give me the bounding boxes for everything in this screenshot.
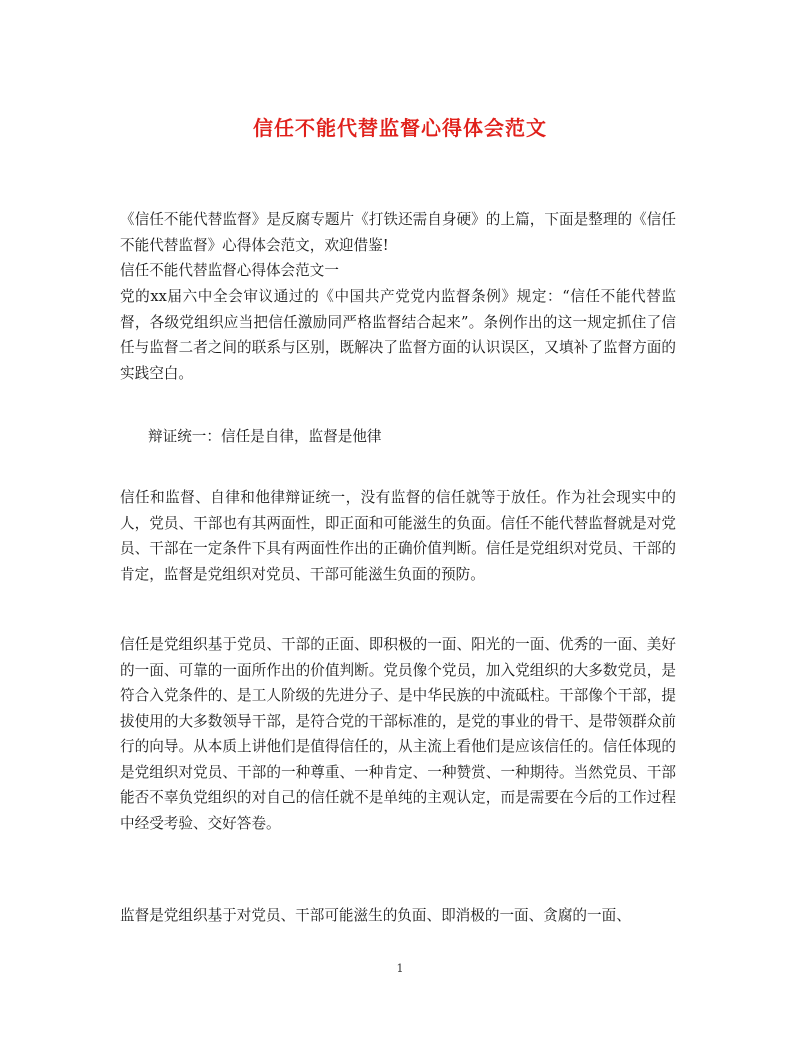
section-heading: 信任不能代替监督心得体会范文一 (120, 262, 339, 279)
document-title: 信任不能代替监督心得体会范文 (253, 116, 547, 140)
subheading: 辩证统一：信任是自律，监督是他律 (148, 428, 382, 445)
body-paragraph: 党的xx届六中全会审议通过的《中国共产党党内监督条例》规定：“信任不能代替监督，各级党组织应当把信任激励同严格监督结合起来”。条例作出的这一规定抓住了信任与监督二者之间的联系与区别，既解决了监督方面的认识误区，又填补了监督方面的实践空白。 (120, 288, 676, 382)
page-number: 1 (396, 962, 404, 975)
body-paragraph: 信任和监督、自律和他律辩证统一，没有监督的信任就等于放任。作为社会现实中的人，党员、干部也有其两面性，即正面和可能滋生的负面。信任不能代替监督就是对党员、干部在一定条件下具有两面性作出的正确价值判断。信任是党组织对党员、干部的肯定，监督是党组织对党员、干部可能滋生负面的预防。 (120, 489, 676, 583)
intro-paragraph: 《信任不能代替监督》是反腐专题片《打铁还需自身硬》的上篇，下面是整理的《信任不能代替监督》心得体会范文，欢迎借鉴! (120, 211, 676, 254)
body-paragraph: 监督是党组织基于对党员、干部可能滋生的负面、即消极的一面、贪腐的一面、 (120, 907, 631, 924)
body-paragraph: 信任是党组织基于党员、干部的正面、即积极的一面、阳光的一面、优秀的一面、美好的一面、可靠的一面所作出的价值判断。党员像个党员，加入党组织的大多数党员，是符合入党条件的、是工人阶级的先进分子、是中华民族的中流砥柱。干部像个干部，提拔使用的大多数领导干部，是符合党的干部标准的，是党的事业的骨干、是带领群众前行的向导。从本质上讲他们是值得信任的，从主流上看他们是应该信任的。信任体现的是党组织对党员、干部的一种尊重、一种肯定、一种赞赏、一种期待。当然党员、干部能否不辜负党组织的对自己的信任就不是单纯的主观认定，而是需要在今后的工作过程中经受考验、交好答卷。 (120, 636, 676, 832)
